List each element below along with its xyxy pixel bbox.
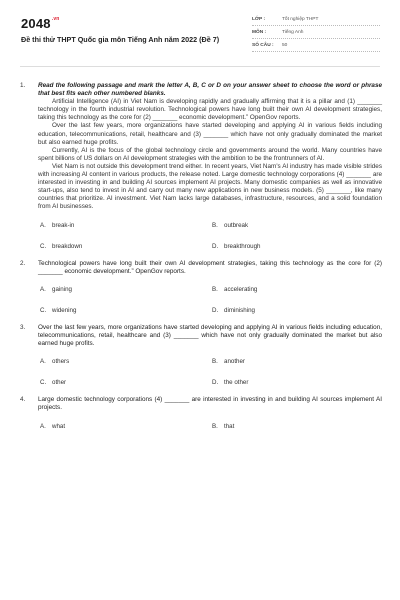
option-c[interactable]: C. widening <box>40 307 77 315</box>
option-a[interactable]: A. gaining <box>40 286 72 294</box>
option-d[interactable]: D. diminishing <box>212 307 255 315</box>
answer-options <box>40 280 382 322</box>
passage-paragraph: Viet Nam is not outside this development trend either. In recent years, Viet Nam's AI industry has made visible strides with increasing AI content in various products, the release noted. Large domestic technology corporations (4) _______ are interested in investing in and building AI sources implement AI projects. Many domestic companies as well as innovative start-ups, also tend to invest in AI and carry out many new applications in new business models. (5) _______, like many countries that prioritize. AI investment. Viet Nam lacks large databases, infrastructure, resources, and a solid foundation from AI businesses. <box>38 162 382 211</box>
question-2 <box>20 260 382 276</box>
logo-sub: .vn <box>51 16 60 22</box>
info-row-subject <box>252 26 380 39</box>
option-c[interactable]: C. breakdown <box>40 242 83 250</box>
question-4 <box>20 396 382 412</box>
logo-main: 2048 <box>21 16 51 31</box>
option-b[interactable]: B. accelerating <box>212 286 258 294</box>
passage-paragraph: Artificial Intelligence (AI) in Viet Nam is developing rapidly and gradually affirming that it is a pillar and (1) _______ technology in the fourth industrial revolution. Technological powers have long built their own AI development strategies, taking this technology as the core for (2) _______ economic development.” OpenGov reports. <box>38 98 382 122</box>
question-instruction: Read the following passage and mark the letter A, B, C or D on your answer sheet to choose the word or phrase that best fits each other numbered blanks. <box>38 82 382 98</box>
exam-title: Đề thi thử THPT Quốc gia môn Tiếng Anh năm 2022 (Đề 7) <box>21 35 220 44</box>
question-text: Technological powers have long built their own AI development strategies, taking this technology as the core for (2) _______ economic development.” OpenGov reports. <box>38 259 382 275</box>
option-text: that <box>224 422 235 430</box>
info-label: LỚP : <box>252 16 266 22</box>
question-text: Large domestic technology corporations (4) _______ are interested in investing in and building AI sources implement AI projects. <box>38 395 382 412</box>
option-text: what <box>52 422 66 430</box>
header-divider <box>20 66 380 67</box>
option-d[interactable]: D. breakthrough <box>212 242 261 250</box>
question-number: 1. <box>20 82 26 89</box>
info-label: SỐ CÂU : <box>252 42 274 48</box>
option-a[interactable]: A. break-in <box>40 221 75 229</box>
option-text: another <box>224 358 245 366</box>
question-number: 4. <box>20 395 26 403</box>
option-text: accelerating <box>224 286 258 294</box>
option-d[interactable]: D. the other <box>212 379 249 387</box>
question-3 <box>20 324 382 348</box>
question-number: 3. <box>20 323 26 331</box>
option-b[interactable]: B. that <box>212 422 235 430</box>
option-a[interactable]: A. what <box>40 422 66 430</box>
option-text: widening <box>52 307 77 315</box>
info-label: MÔN : <box>252 29 267 35</box>
option-text: breakdown <box>52 242 83 250</box>
passage-paragraph: Currently, AI is the focus of the global technology circle and governments around the world. Many countries have spent billions of US dollars on AI development strategies with the ambition to be the frontrunners of AI. <box>38 146 382 162</box>
info-value: Tốt nghiệp THPT <box>282 16 319 22</box>
exam-info <box>252 13 380 52</box>
option-b[interactable]: B. outbreak <box>212 221 249 229</box>
option-text: diminishing <box>224 307 255 315</box>
site-logo[interactable] <box>21 16 60 31</box>
answer-options <box>40 352 382 394</box>
option-text: outbreak <box>224 221 249 229</box>
option-text: others <box>52 358 70 366</box>
option-c[interactable]: C. other <box>40 379 67 387</box>
option-text: gaining <box>52 286 72 294</box>
question-text: Over the last few years, more organizations have started developing and applying AI in various fields including education, telecommunications, retail, healthcare and (3) _______ which have not only gradually dominated the market but also earned huge profits. <box>38 323 382 347</box>
answer-options <box>40 216 382 258</box>
info-row-count <box>252 39 380 52</box>
info-row-class <box>252 13 380 26</box>
info-value: Tiếng Anh <box>282 29 304 35</box>
option-text: breakthrough <box>224 242 261 250</box>
option-a[interactable]: A. others <box>40 358 70 366</box>
option-text: other <box>52 379 67 387</box>
answer-options <box>40 416 382 437</box>
option-text: break-in <box>52 221 75 229</box>
option-b[interactable]: B. another <box>212 358 245 366</box>
option-text: the other <box>224 379 249 387</box>
question-number: 2. <box>20 259 26 267</box>
questions <box>20 82 382 437</box>
info-value: 50 <box>282 42 288 48</box>
passage-paragraph: Over the last few years, more organizations have started developing and applying AI in various fields including education, telecommunications, retail, healthcare and (3) _______ which have not only gradually dominated the market but also earned huge profits. <box>38 122 382 146</box>
question-1 <box>20 82 382 212</box>
